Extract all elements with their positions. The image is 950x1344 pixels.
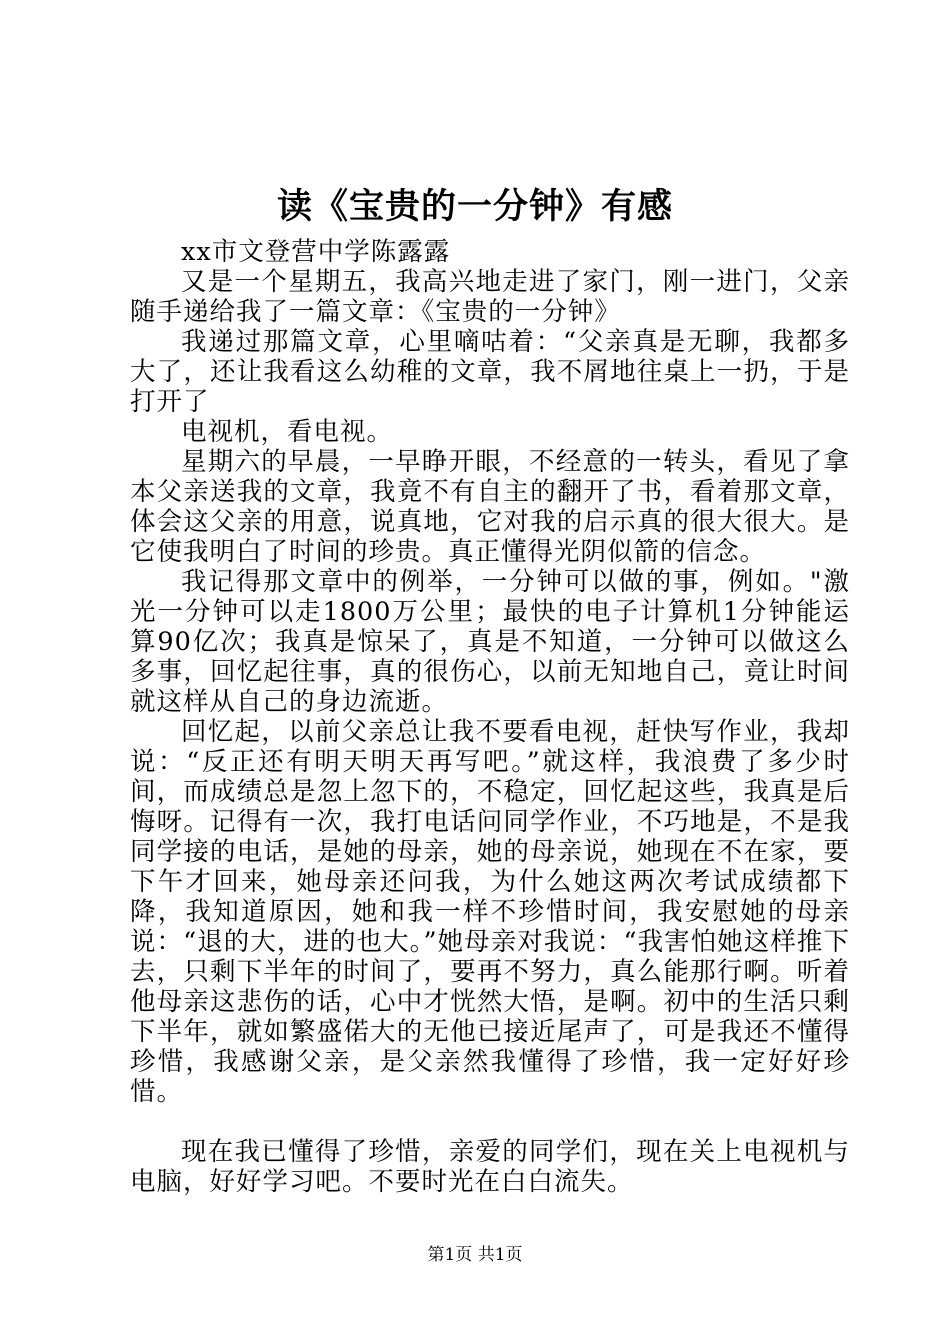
author-line: xx市文登营中学陈露露: [181, 237, 451, 267]
paragraph-4: 星期六的早晨，一早睁开眼，不经意的一转头，看见了拿本父亲送我的文章，我竟不有自主的翻开了书，看着那文章，体会这父亲的用意，说真地，它对我的启示真的很大很大。是它使我明白了时间的珍贵。真正懂得光阴似箭的信念。: [130, 447, 850, 567]
paragraph-2: 我递过那篇文章，心里嘀咕着：“父亲真是无聊，我都多大了，还让我看这么幼稚的文章，我不屑地往桌上一扔，于是打开了: [130, 327, 850, 417]
document-title: 读《宝贵的一分钟》有感: [276, 186, 673, 227]
paragraph-1: 又是一个星期五，我高兴地走进了家门，刚一进门，父亲随手递给我了一篇文章：《宝贵的一分钟》: [130, 267, 850, 327]
paragraph-5: 我记得那文章中的例举，一分钟可以做的事，例如。"激光一分钟可以走1800万公里；最快的电子计算机1分钟能运算90亿次；我真是惊呆了，真是不知道，一分钟可以做这么多事，回忆起往事，真的很伤心，以前无知地自己，竟让时间就这样从自己的身边流逝。: [130, 567, 850, 717]
paragraph-spacer: [130, 1107, 850, 1137]
page-footer: 第1页 共1页: [427, 1245, 523, 1265]
paragraph-3: 电视机，看电视。: [181, 417, 394, 447]
document-body: [130, 237, 850, 1197]
paragraph-7: 现在我已懂得了珍惜，亲爱的同学们，现在关上电视机与电脑，好好学习吧。不要时光在白白流失。: [130, 1137, 850, 1197]
paragraph-6: 回忆起，以前父亲总让我不要看电视，赶快写作业，我却说：“反正还有明天明天再写吧。”就这样，我浪费了多少时间，而成绩总是忽上忽下的，不稳定，回忆起这些，我真是后悔呀。记得有一次，我打电话问同学作业，不巧地是，不是我同学接的电话，是她的母亲，她的母亲说，她现在不在家，要下午才回来，她母亲还问我，为什么她这两次考试成绩都下降，我知道原因，她和我一样不珍惜时间，我安慰她的母亲说：“退的大，进的也大。”她母亲对我说：“我害怕她这样推下去，只剩下半年的时间了，要再不努力，真么能那行啊。听着他母亲这悲伤的话，心中才恍然大悟，是啊。初中的生活只剩下半年，就如繁盛偌大的无他已接近尾声了，可是我还不懂得珍惜，我感谢父亲，是父亲然我懂得了珍惜，我一定好好珍惜。: [130, 717, 850, 1107]
